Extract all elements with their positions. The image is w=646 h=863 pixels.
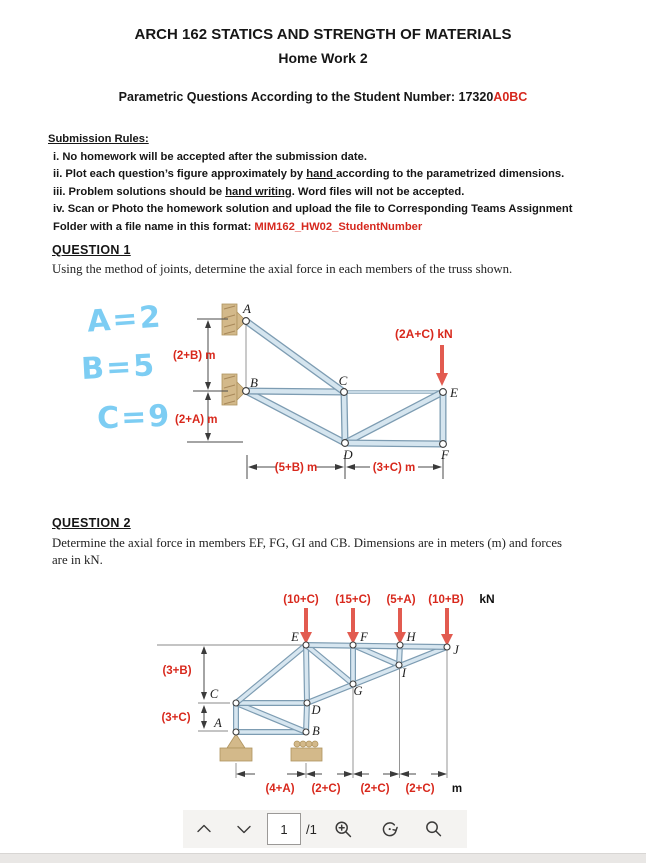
homework-title: Home Work 2 bbox=[278, 50, 368, 66]
dim-5plusB: (5+B) m bbox=[274, 462, 318, 474]
member-DF bbox=[345, 443, 443, 444]
force-label-J2: (10+B) bbox=[428, 594, 464, 606]
dim-3plusC: (3+C) bbox=[161, 712, 191, 724]
joint-label-A: A bbox=[243, 301, 251, 316]
chevron-up-icon bbox=[195, 820, 213, 838]
joint-label-F: F bbox=[441, 447, 449, 462]
question2-text-line1: Determine the axial force in members EF, FG, GI and CB. Dimensions are in meters (m) and forces bbox=[52, 536, 562, 550]
member-ED bbox=[306, 645, 307, 703]
joint-label-J2: J bbox=[453, 643, 459, 657]
question2-truss-figure bbox=[148, 582, 528, 800]
member-CB bbox=[236, 703, 306, 732]
joint-label-G2: G bbox=[353, 684, 363, 698]
rule-iv-filename: MIM162_HW02_StudentNumber bbox=[254, 220, 423, 233]
member-AC bbox=[246, 321, 344, 392]
joint-label-F2: F bbox=[360, 630, 368, 644]
handwritten-a-value: A=2 bbox=[85, 299, 164, 340]
submission-rules bbox=[48, 131, 623, 237]
member-DB bbox=[306, 703, 307, 732]
rule-ii bbox=[48, 166, 623, 184]
dim-3plusC: (3+C) m bbox=[372, 462, 416, 474]
joint-label-C: C bbox=[338, 373, 348, 388]
dim-2plusC-3: (2+C) bbox=[405, 783, 435, 795]
rule-ii-pre: ii. Plot each question’s figure approximately by bbox=[53, 168, 307, 181]
course-title: ARCH 162 STATICS AND STRENGTH OF MATERIALS bbox=[134, 26, 512, 43]
dim-2plusA: (2+A) m bbox=[175, 414, 218, 426]
force-arrow-E bbox=[436, 345, 448, 386]
chevron-down-icon bbox=[235, 820, 253, 838]
member-BD bbox=[246, 391, 345, 443]
question1-truss-figure bbox=[65, 293, 485, 493]
rotate-button[interactable] bbox=[379, 818, 401, 840]
dim-3plusB: (3+B) bbox=[162, 665, 192, 677]
parametric-prefix: Parametric Questions According to the Student Number: bbox=[118, 90, 459, 104]
previous-page-button[interactable] bbox=[193, 818, 215, 840]
rules-heading: Submission Rules: bbox=[48, 133, 149, 145]
roller-support-B bbox=[291, 741, 322, 761]
member-EG bbox=[306, 645, 353, 684]
next-page-button[interactable] bbox=[233, 818, 255, 840]
force-label-H2: (5+A) bbox=[386, 594, 416, 606]
handwritten-b-value: B=5 bbox=[80, 348, 157, 388]
dimension-left-q2 bbox=[201, 646, 207, 729]
student-number-red: A0BC bbox=[493, 90, 528, 104]
student-number-black: 17320 bbox=[458, 90, 494, 104]
question2-heading: QUESTION 2 bbox=[52, 516, 131, 530]
rule-ii-underlined: hand bbox=[306, 168, 337, 181]
dim-2plusB: (2+B) m bbox=[173, 350, 216, 362]
dimension-bottom-q2 bbox=[236, 771, 447, 777]
force-label-E: (2A+C) kN bbox=[395, 327, 453, 341]
joint-label-D2: D bbox=[311, 703, 321, 717]
member-EJ-chord bbox=[306, 645, 447, 647]
joint-label-B2: B bbox=[312, 724, 320, 738]
dim-unit-m: m bbox=[451, 783, 463, 795]
question1-text: Using the method of joints, determine the axial force in each members of the truss shown. bbox=[52, 262, 513, 276]
page-number-input[interactable] bbox=[267, 813, 301, 845]
zoom-in-icon bbox=[334, 820, 353, 839]
force-label-E2: (10+C) bbox=[283, 594, 319, 606]
member-BC bbox=[246, 391, 344, 392]
search-icon bbox=[424, 820, 443, 839]
joint-label-I2: I bbox=[401, 666, 407, 680]
rule-iv-line1: iv. Scan or Photo the homework solution and upload the file to Corresponding Teams Assignment bbox=[53, 203, 573, 216]
joint-label-D: D bbox=[343, 447, 353, 462]
handwritten-c-value: C=9 bbox=[96, 398, 172, 437]
rule-iii-pre: iii. Problem solutions should be bbox=[53, 185, 226, 198]
force-unit-kN: kN bbox=[479, 592, 495, 606]
rule-ii-post: according to the parametrized dimensions. bbox=[336, 168, 565, 181]
question1-heading: QUESTION 1 bbox=[52, 243, 131, 257]
member-CE bbox=[236, 645, 306, 703]
rule-iii-underlined: hand writing bbox=[225, 185, 292, 198]
question2-text bbox=[52, 535, 627, 568]
dim-2plusC-1: (2+C) bbox=[311, 783, 341, 795]
rule-iv-line2-pre: Folder with a file name in this format: bbox=[53, 220, 255, 233]
question2-text-line2: are in kN. bbox=[52, 552, 103, 567]
force-label-F2: (15+C) bbox=[335, 594, 371, 606]
dim-4plusA: (4+A) bbox=[265, 783, 295, 795]
parametric-line bbox=[0, 90, 646, 104]
joint-label-E2: E bbox=[291, 630, 299, 644]
rule-i: i. No homework will be accepted after the submission date. bbox=[53, 150, 367, 163]
member-CD bbox=[344, 392, 345, 443]
viewer-toolbar bbox=[183, 810, 467, 848]
joint-label-H2: H bbox=[406, 630, 416, 644]
joint-label-C2: C bbox=[209, 687, 219, 701]
joint-label-B: B bbox=[250, 375, 258, 390]
force-arrows bbox=[300, 608, 453, 646]
rule-iii-post: . Word files will not be accepted. bbox=[291, 185, 465, 198]
member-DE bbox=[345, 392, 443, 443]
pin-support-A bbox=[220, 734, 252, 761]
joint-label-E: E bbox=[450, 385, 458, 400]
rotate-icon bbox=[380, 820, 399, 839]
rule-iii bbox=[48, 184, 623, 202]
zoom-in-button[interactable] bbox=[333, 818, 355, 840]
rule-iv-line2 bbox=[48, 219, 623, 237]
page-total-label: /1 bbox=[306, 821, 317, 837]
search-button[interactable] bbox=[423, 818, 445, 840]
joint-label-A2: A bbox=[214, 716, 222, 730]
dim-2plusC-2: (2+C) bbox=[360, 783, 390, 795]
